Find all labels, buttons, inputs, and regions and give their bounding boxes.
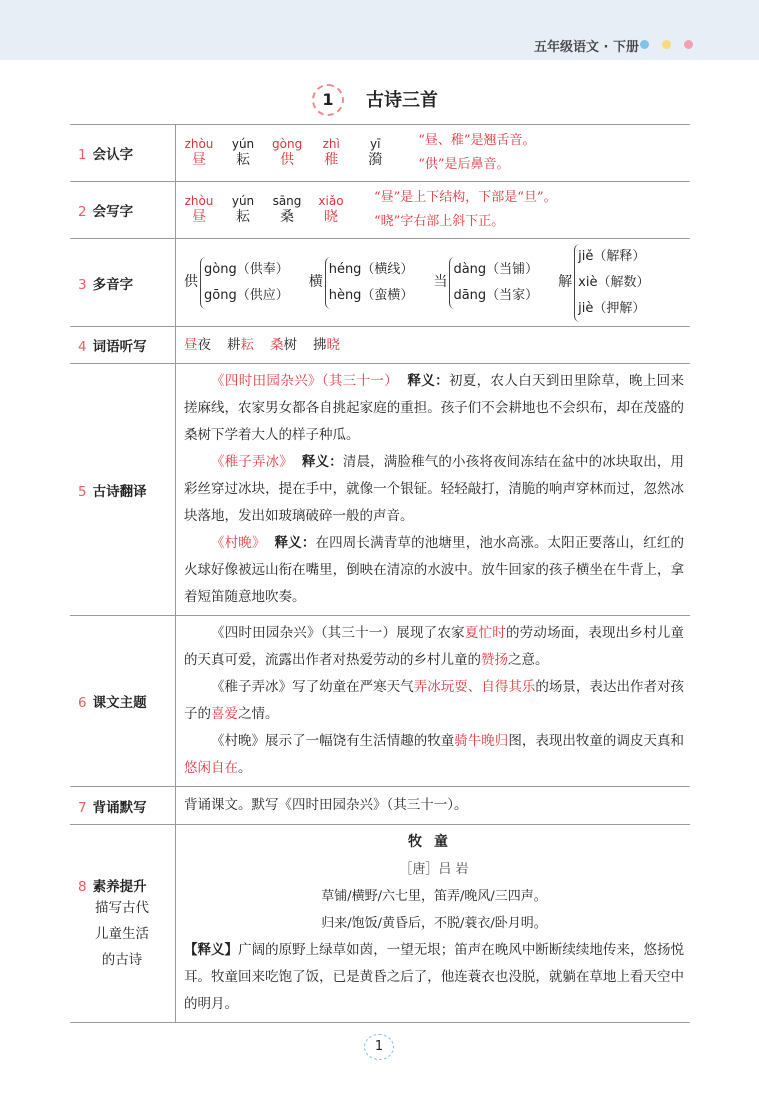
hanzi: 昼 bbox=[192, 209, 206, 225]
poem-author: ［唐］吕 岩 bbox=[399, 862, 469, 877]
hanzi: 桑 bbox=[280, 209, 294, 225]
reading: dāng（当家） bbox=[453, 287, 539, 303]
pinyin: zhì bbox=[322, 137, 340, 151]
char-item bbox=[316, 194, 346, 226]
row-label: 会认字 bbox=[92, 147, 134, 163]
char-item bbox=[184, 137, 214, 169]
lesson-number: 1 bbox=[312, 84, 344, 116]
theme-2: 《稚子弄冰》写了幼童在严寒天气弄冰玩耍、自得其乐的场景，表达出作者对孩子的喜爱之情。 bbox=[184, 679, 685, 722]
decor-dot-blue bbox=[640, 40, 649, 49]
row-theme: 6 课文主题 《四时田园杂兴》（其三十一）展现了农家夏忙时的劳动场面，表现出乡村儿童的天真可爱，流露出作者对热爱劳动的乡村儿童的赞扬之意。 《稚子弄冰》写了幼童在严寒天气弄冰玩耍、自得其乐的场景，表达出作者对孩子的喜爱之情。 《村晚》展示了一幅饶有生活情趣的牧童骑牛晚归图，表现出牧童的调皮天真和悠闲自在。 bbox=[70, 616, 690, 787]
polyphone-char: 解 bbox=[558, 274, 573, 290]
dictation-word: 桑树 bbox=[270, 336, 297, 353]
pinyin: yún bbox=[231, 194, 255, 208]
decor-dot-pink bbox=[684, 40, 693, 49]
pinyin: zhòu bbox=[184, 194, 214, 208]
row-label: 课文主题 bbox=[92, 695, 147, 711]
row-dictation: 4 词语听写 昼夜 耕耘 桑树 拂晓 bbox=[70, 327, 690, 364]
row-recognize: 1 会认字 zhòu 昼 yún 耘 gòng 供 zhì 稚 yī 漪 “昼、稚”是翘舌音。 “供”是后鼻音。 bbox=[70, 125, 690, 182]
book-label: 五年级语文 · 下册 bbox=[534, 40, 639, 55]
reading: hèng（蛮横） bbox=[328, 287, 414, 303]
hanzi: 稚 bbox=[324, 152, 339, 168]
pinyin: gòng bbox=[272, 137, 303, 151]
pinyin: yī bbox=[369, 137, 381, 151]
char-item bbox=[272, 194, 302, 226]
hanzi: 耘 bbox=[236, 209, 250, 225]
translation-1: 《四时田园杂兴》（其三十一） 释义：初夏，农人白天到田里除草，晚上回来搓麻线，农家男女都各自挑起家庭的重担。孩子们不会耕地也不会织布，却在茂盛的桑树下学着大人的样子种瓜。 bbox=[184, 373, 685, 443]
char-list bbox=[184, 194, 346, 226]
hanzi: 昼 bbox=[192, 152, 206, 168]
row-recite: 7 背诵默写 背诵课文。默写《四时田园杂兴》（其三十一）。 bbox=[70, 787, 690, 825]
header-band bbox=[0, 0, 759, 60]
dictation-word: 耕耘 bbox=[227, 336, 254, 353]
polyphone-char: 当 bbox=[433, 274, 448, 290]
decor-dot-yellow bbox=[662, 40, 671, 49]
hanzi: 晓 bbox=[324, 209, 338, 225]
hanzi: 耘 bbox=[236, 152, 250, 168]
char-item bbox=[316, 137, 346, 169]
recite-text: 背诵课文。默写《四时田园杂兴》（其三十一）。 bbox=[184, 797, 468, 813]
hanzi: 漪 bbox=[368, 152, 383, 168]
row-label: 背诵默写 bbox=[92, 799, 147, 816]
reading: gōng（供应） bbox=[204, 287, 289, 303]
dictation-word: 昼夜 bbox=[184, 336, 211, 353]
pinyin: zhòu bbox=[184, 137, 214, 151]
theme-1: 《四时田园杂兴》（其三十一）展现了农家夏忙时的劳动场面，表现出乡村儿童的天真可爱，流露出作者对热爱劳动的乡村儿童的赞扬之意。 bbox=[184, 625, 685, 668]
notes: “昼、稚”是翘舌音。 “供”是后鼻音。 bbox=[418, 133, 536, 172]
pinyin: yún bbox=[231, 137, 255, 151]
row-label: 词语听写 bbox=[92, 339, 147, 355]
dictation-word: 拂晓 bbox=[313, 336, 340, 353]
char-item bbox=[228, 194, 258, 226]
reading-list bbox=[325, 257, 414, 309]
char-list bbox=[184, 137, 390, 169]
polyphone-char: 供 bbox=[184, 274, 198, 290]
reading-list bbox=[574, 244, 649, 322]
polyphone-list bbox=[184, 244, 684, 322]
reading: dàng（当铺） bbox=[453, 261, 539, 277]
polyphone-group bbox=[184, 257, 289, 309]
word-list bbox=[184, 332, 684, 359]
translation-2: 《稚子弄冰》 释义：清晨，满脸稚气的小孩将夜间冻结在盆中的冰块取出，用彩丝穿过冰块，提在手中，就像一个银钲。轻轻敲打，清脆的响声穿林而过，忽然冰块落地，发出如玻璃破碎一般的声音。 bbox=[184, 454, 685, 524]
char-item bbox=[228, 137, 258, 169]
reading-list bbox=[449, 257, 538, 309]
row-write: 2 会写字 zhòu 昼 yún 耘 sāng 桑 xiǎo 晓 “昼”是上下结构，下部是“旦”。 “晓”字右部上斜下正。 bbox=[70, 182, 690, 239]
char-item bbox=[272, 137, 302, 169]
reading: jiě（解释） bbox=[578, 248, 646, 264]
row-label: 会写字 bbox=[92, 204, 134, 220]
reading-list bbox=[200, 257, 289, 309]
polyphone-group bbox=[558, 244, 649, 322]
page-number: 1 bbox=[364, 1034, 394, 1060]
reading: jiè（押解） bbox=[578, 300, 646, 316]
notes: “昼”是上下结构，下部是“旦”。 “晓”字右部上斜下正。 bbox=[374, 190, 557, 229]
polyphone-group bbox=[309, 257, 414, 309]
row-translation: 5 古诗翻译 《四时田园杂兴》（其三十一） 释义：初夏，农人白天到田里除草，晚上回来搓麻线，农家男女都各自挑起家庭的重担。孩子们不会耕地也不会织布，却在茂盛的桑树下学着大人的样子种瓜。 《稚子弄冰》 释义：清晨，满脸稚气的小孩将夜间冻结在盆中的冰块取出，用彩丝穿过冰块，提在手中，就像一个银钲。轻轻敲打，清脆的响声穿林而过，忽然冰块落地，发出如玻璃破碎一般的声音。 《村晚》 释义：在四周长满青草的池塘里，池水高涨。太阳正要落山，红红的火球好像被远山衔在嘴里，倒映在清凉的水波中。放牛回家的孩子横坐在牛背上，拿着短笛随意地吹奏。 bbox=[70, 364, 690, 616]
row-label: 古诗翻译 bbox=[92, 483, 147, 500]
poem-line-2: 归来/饱饭/黄昏后，不脱/蓑衣/卧月明。 bbox=[321, 916, 547, 931]
row-label: 多音字 bbox=[92, 276, 134, 293]
pinyin: sāng bbox=[272, 194, 302, 208]
poem-line-1: 草铺/横野/六七里，笛弄/晚风/三四声。 bbox=[321, 889, 547, 904]
reading: gòng（供奉） bbox=[204, 261, 289, 277]
char-item bbox=[184, 194, 214, 226]
row-label: 素养提升 bbox=[92, 878, 147, 895]
lesson-table bbox=[70, 124, 690, 1023]
theme-3: 《村晚》展示了一幅饶有生活情趣的牧童骑牛晚归图，表现出牧童的调皮天真和悠闲自在。 bbox=[184, 733, 685, 776]
poem-explanation: 【释义】广阔的原野上绿草如茵，一望无垠；笛声在晚风中断断续续地传来，悠扬悦耳。牧童回来吃饱了饭，已是黄昏之后了，他连蓑衣也没脱，就躺在草地上看天空中的明月。 bbox=[184, 942, 685, 1012]
lesson-title: 古诗三首 bbox=[366, 90, 438, 111]
pinyin: xiǎo bbox=[318, 194, 344, 208]
row-polyphones: 3 多音字 供 gòng（供奉） gōng（供应） 横 héng（横线） hèng（蛮横） 当 dàng（当铺） dāng（当家） 解 jiě（解释） xiè（解数） jiè（押解） bbox=[70, 239, 690, 327]
reading: xiè（解数） bbox=[578, 274, 650, 290]
reading: héng（横线） bbox=[328, 261, 414, 277]
polyphone-group bbox=[433, 257, 538, 309]
translation-3: 《村晚》 释义：在四周长满青草的池塘里，池水高涨。太阳正要落山，红红的火球好像被远山衔在嘴里，倒映在清凉的水波中。放牛回家的孩子横坐在牛背上，拿着短笛随意地吹奏。 bbox=[184, 535, 685, 605]
char-item bbox=[360, 137, 390, 169]
poem-title: 牧童 bbox=[408, 834, 460, 850]
polyphone-char: 横 bbox=[308, 274, 323, 290]
row-extension: 8 素养提升 描写古代 儿童生活 的古诗 牧童 ［唐］吕 岩 草铺/横野/六七里，笛弄/晚风/三四声。 归来/饱饭/黄昏后，不脱/蓑衣/卧月明。 【释义】广阔的原野上绿草如茵，一望无垠；笛声在晚风中断断续续地传来，悠扬悦耳。牧童回来吃饱了饭，已是黄昏之后了，他连蓑衣也没脱，就躺在草地上看天空中的明月。 bbox=[70, 825, 690, 1023]
hanzi: 供 bbox=[280, 152, 295, 168]
